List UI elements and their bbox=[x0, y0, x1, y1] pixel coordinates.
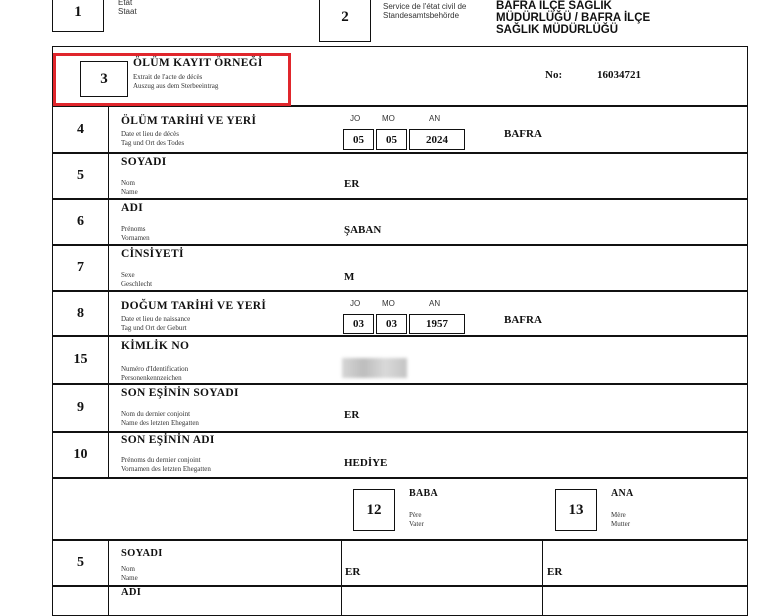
parent-surname-field-number: 5 bbox=[53, 541, 109, 585]
father-number: 12 bbox=[366, 501, 382, 518]
gender-subtitle: Sexe Geschlecht bbox=[121, 271, 153, 288]
id-value-redacted bbox=[342, 358, 407, 378]
parent-surname-row bbox=[52, 540, 748, 586]
id-subtitle: Numéro d'Identification Personenkennzeichen bbox=[121, 365, 189, 382]
state-number-box bbox=[52, 0, 104, 32]
document-subtitle: Extrait de l'acte de décès Auszug aus dem Sterbeeintrag bbox=[133, 73, 219, 90]
parent-name-title: ADI bbox=[121, 587, 142, 598]
name-value: ŞABAN bbox=[344, 224, 382, 236]
spouse-name-row bbox=[52, 432, 748, 478]
surname-field-number: 5 bbox=[53, 154, 109, 198]
document-title-highlight bbox=[53, 53, 291, 106]
id-title: KİMLİK NO bbox=[121, 340, 190, 352]
gender-field-number: 7 bbox=[53, 246, 109, 290]
birth-month: 03 bbox=[376, 314, 407, 334]
surname-value: ER bbox=[344, 178, 360, 190]
father-name-column-divider bbox=[341, 587, 342, 615]
father-title: BABA bbox=[409, 488, 438, 499]
death-field-number: 4 bbox=[53, 107, 109, 152]
mother-name-column-divider bbox=[542, 587, 543, 615]
document-no-value: 16034721 bbox=[597, 69, 641, 81]
gender-value: M bbox=[344, 271, 355, 283]
death-place: BAFRA bbox=[504, 128, 542, 140]
surname-subtitle: Nom Name bbox=[121, 179, 138, 196]
document-title: ÖLÜM KAYIT ÖRNEĞİ bbox=[133, 57, 263, 69]
spouse-surname-subtitle: Nom du dernier conjoint Name des letzten Ehegatten bbox=[121, 410, 199, 427]
registry-label: Service de l'état civil de Standesamtsbehörde bbox=[383, 2, 467, 20]
issuing-authority: BAFRA İLÇE SAĞLIK MÜDÜRLÜĞÜ / BAFRA İLÇE SAĞLIK MÜDÜRLÜĞÜ bbox=[496, 0, 651, 36]
spouse-name-field-number: 10 bbox=[53, 433, 109, 477]
spouse-name-subtitle: Prénoms du dernier conjoint Vornamen des letzten Ehegatten bbox=[121, 456, 211, 473]
death-title: ÖLÜM TARİHİ VE YERİ bbox=[121, 115, 257, 127]
name-title: ADI bbox=[121, 202, 143, 214]
mother-number-box bbox=[555, 489, 597, 531]
parent-surname-title: SOYADI bbox=[121, 548, 163, 559]
mother-surname-value: ER bbox=[547, 566, 563, 578]
father-subtitle: Père Vater bbox=[409, 511, 424, 528]
death-month-label: MO bbox=[382, 114, 395, 123]
doc-number: 3 bbox=[100, 70, 108, 87]
death-month: 05 bbox=[376, 129, 407, 150]
gender-title: CİNSİYETİ bbox=[121, 248, 184, 260]
spouse-surname-row bbox=[52, 384, 748, 432]
birth-year-label: AN bbox=[429, 299, 441, 308]
father-surname-value: ER bbox=[345, 566, 361, 578]
spouse-surname-value: ER bbox=[344, 409, 360, 421]
id-field-number: 15 bbox=[53, 337, 109, 383]
birth-month-label: MO bbox=[382, 299, 395, 308]
death-year-label: AN bbox=[429, 114, 441, 123]
birth-subtitle: Date et lieu de naissance Tag und Ort der Geburt bbox=[121, 315, 191, 332]
name-subtitle: Prénoms Vornamen bbox=[121, 225, 150, 242]
spouse-name-value: HEDİYE bbox=[344, 457, 388, 469]
death-year: 2024 bbox=[409, 129, 465, 150]
death-date-row bbox=[52, 106, 748, 153]
birth-date-row bbox=[52, 291, 748, 336]
mother-subtitle: Mère Mutter bbox=[611, 511, 631, 528]
death-subtitle: Date et lieu de décès Tag und Ort des Todes bbox=[121, 130, 185, 147]
state-label: Etat Staat bbox=[118, 0, 137, 16]
mother-number: 13 bbox=[568, 501, 584, 518]
registry-number-box bbox=[319, 0, 371, 42]
gender-row bbox=[52, 245, 748, 291]
birth-title: DOĞUM TARİHİ VE YERİ bbox=[121, 300, 267, 312]
death-day: 05 bbox=[343, 129, 374, 150]
document-no-label: No: bbox=[545, 69, 563, 81]
state-number: 1 bbox=[74, 3, 82, 20]
parent-name-row bbox=[52, 586, 748, 616]
spouse-surname-title: SON EŞİNİN SOYADI bbox=[121, 387, 239, 399]
name-field-number: 6 bbox=[53, 200, 109, 244]
spouse-name-title: SON EŞİNİN ADI bbox=[121, 434, 215, 446]
birth-field-number: 8 bbox=[53, 292, 109, 335]
birth-year: 1957 bbox=[409, 314, 465, 334]
mother-title: ANA bbox=[611, 488, 634, 499]
birth-day: 03 bbox=[343, 314, 374, 334]
mother-column-divider bbox=[542, 541, 543, 585]
spouse-surname-field-number: 9 bbox=[53, 385, 109, 431]
parents-header-row bbox=[52, 478, 748, 540]
surname-title: SOYADI bbox=[121, 156, 167, 168]
death-day-label: JO bbox=[350, 114, 361, 123]
name-row bbox=[52, 199, 748, 245]
parent-surname-subtitle: Nom Name bbox=[121, 565, 138, 582]
father-column-divider bbox=[341, 541, 342, 585]
father-number-box bbox=[353, 489, 395, 531]
birth-place: BAFRA bbox=[504, 314, 542, 326]
registry-number: 2 bbox=[341, 8, 349, 25]
id-number-row bbox=[52, 336, 748, 384]
parent-name-number-divider bbox=[108, 587, 109, 615]
surname-row bbox=[52, 153, 748, 199]
birth-day-label: JO bbox=[350, 299, 361, 308]
